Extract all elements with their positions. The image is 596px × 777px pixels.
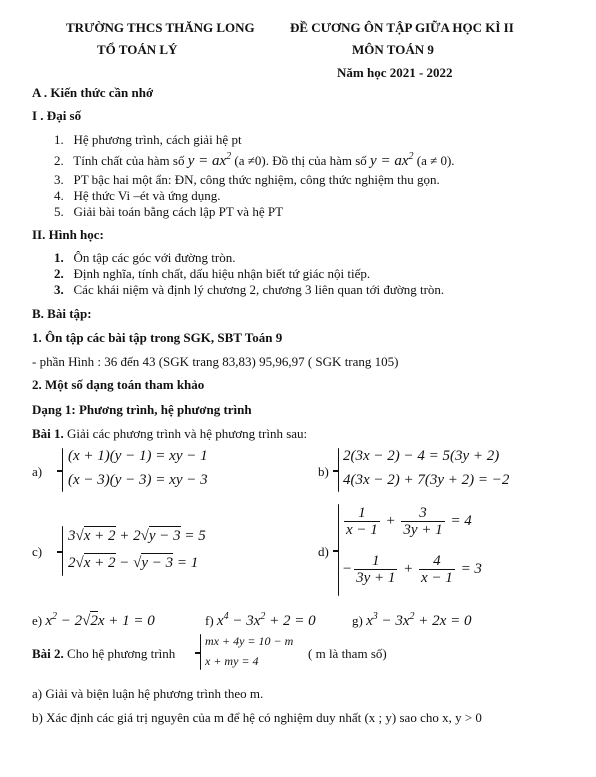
algebra-item-4: 4. Hệ thức Vi –ét và ứng dụng. (54, 188, 221, 203)
problem-1f: f) $x^4 - 3x^2 + 2 = 0$ (205, 611, 316, 629)
problem-1g: g) $x^3 - 3x^2 + 2x = 0$ (352, 611, 472, 629)
problem-1c-eq2: 2√x + 2 − √y − 3 = 1 (68, 555, 199, 571)
problem-2-statement: Bài 2. Cho hệ phương trình (32, 646, 176, 661)
problem-1b-brace (338, 448, 339, 492)
algebra-item-2: 2. Tính chất của hàm số $y = ax^2$ (a ≠0). Đồ thị của hàm số $y = ax^2$ (a ≠ 0). (54, 151, 455, 169)
problem-1c-label: c) (32, 544, 43, 559)
exercise-source-text: - phần Hình : 36 đến 43 (SGK trang 83,83) 95,96,97 ( SGK trang 105) (32, 354, 399, 369)
geometry-item-1: 1. Ôn tập các góc với đường tròn. (54, 250, 236, 265)
algebra-heading: I . Đại số (32, 108, 82, 123)
school-name: TRƯỜNG THCS THĂNG LONG (66, 20, 255, 35)
problem-2-brace (200, 634, 201, 670)
algebra-item-5: 5. Giải bài toán bằng cách lập PT và hệ PT (54, 204, 284, 219)
problem-1d-brace (338, 504, 339, 596)
exercise-source-heading: 1. Ôn tập các bài tập trong SGK, SBT Toán 9 (32, 330, 283, 345)
problem-1d-label: d) (318, 544, 329, 559)
problem-1b-eq2: 4(3x − 2) + 7(3y + 2) = −2 (343, 472, 510, 488)
geometry-heading: II. Hình học: (32, 227, 104, 242)
problem-1a-eq1: (x + 1)(y − 1) = xy − 1 (68, 448, 208, 464)
problem-1e: e) $x^2 - 2√2x + 1 = 0$ (32, 611, 155, 629)
problem-2b: b) Xác định các giá trị nguyên của m để hệ có nghiệm duy nhất (x ; y) sao cho x, y > 0 (32, 710, 482, 725)
department-name: TỔ TOÁN LÝ (97, 42, 178, 57)
geometry-item-2: 2. Định nghĩa, tính chất, dấu hiệu nhận biết tứ giác nội tiếp. (54, 266, 371, 281)
section-b-heading: B. Bài tập: (32, 306, 92, 321)
problem-1d-eq2: − $\frac{1}{3y + 1}$ + $\frac{4}{x - 1}$ = 3 (342, 553, 482, 586)
algebra-item-1: 1. Hệ phương trình, cách giải hệ pt (54, 132, 242, 147)
problem-types-heading: 2. Một số dạng toán tham khảo (32, 377, 205, 392)
school-year: Năm học 2021 - 2022 (337, 65, 453, 80)
problem-1a-label: a) (32, 464, 43, 479)
problem-2-eq1: mx + 4y = 10 − m (205, 634, 294, 648)
problem-2a: a) Giải và biện luận hệ phương trình theo m. (32, 686, 264, 701)
subject-name: MÔN TOÁN 9 (352, 42, 434, 57)
problem-1d-eq1: $\frac{1}{x - 1}$ + $\frac{3}{3y + 1}$ = 4 (346, 505, 472, 538)
problem-1c-eq1: 3√x + 2 + 2√y − 3 = 5 (68, 528, 206, 544)
problem-1c-brace (62, 526, 63, 576)
problem-2-eq2: x + my = 4 (205, 654, 259, 668)
problem-2-note: ( m là tham số) (308, 646, 387, 661)
problem-1a-eq2: (x − 3)(y − 3) = xy − 3 (68, 472, 208, 488)
geometry-item-3: 3. Các khái niệm và định lý chương 2, chương 3 liên quan tới đường tròn. (54, 282, 445, 297)
document-title: ĐỀ CƯƠNG ÔN TẬP GIỮA HỌC KÌ II (290, 20, 514, 35)
type-1-heading: Dạng 1: Phương trình, hệ phương trình (32, 402, 252, 417)
problem-1-statement: Bài 1. Giải các phương trình và hệ phương trình sau: (32, 426, 308, 441)
problem-1b-eq1: 2(3x − 2) − 4 = 5(3y + 2) (343, 448, 500, 464)
section-a-heading: A . Kiến thức cần nhớ (32, 85, 154, 100)
problem-1a-brace (62, 448, 63, 492)
problem-1b-label: b) (318, 464, 329, 479)
algebra-item-3: 3. PT bậc hai một ẩn: ĐN, công thức nghiệm, công thức nghiệm thu gọn. (54, 172, 440, 187)
